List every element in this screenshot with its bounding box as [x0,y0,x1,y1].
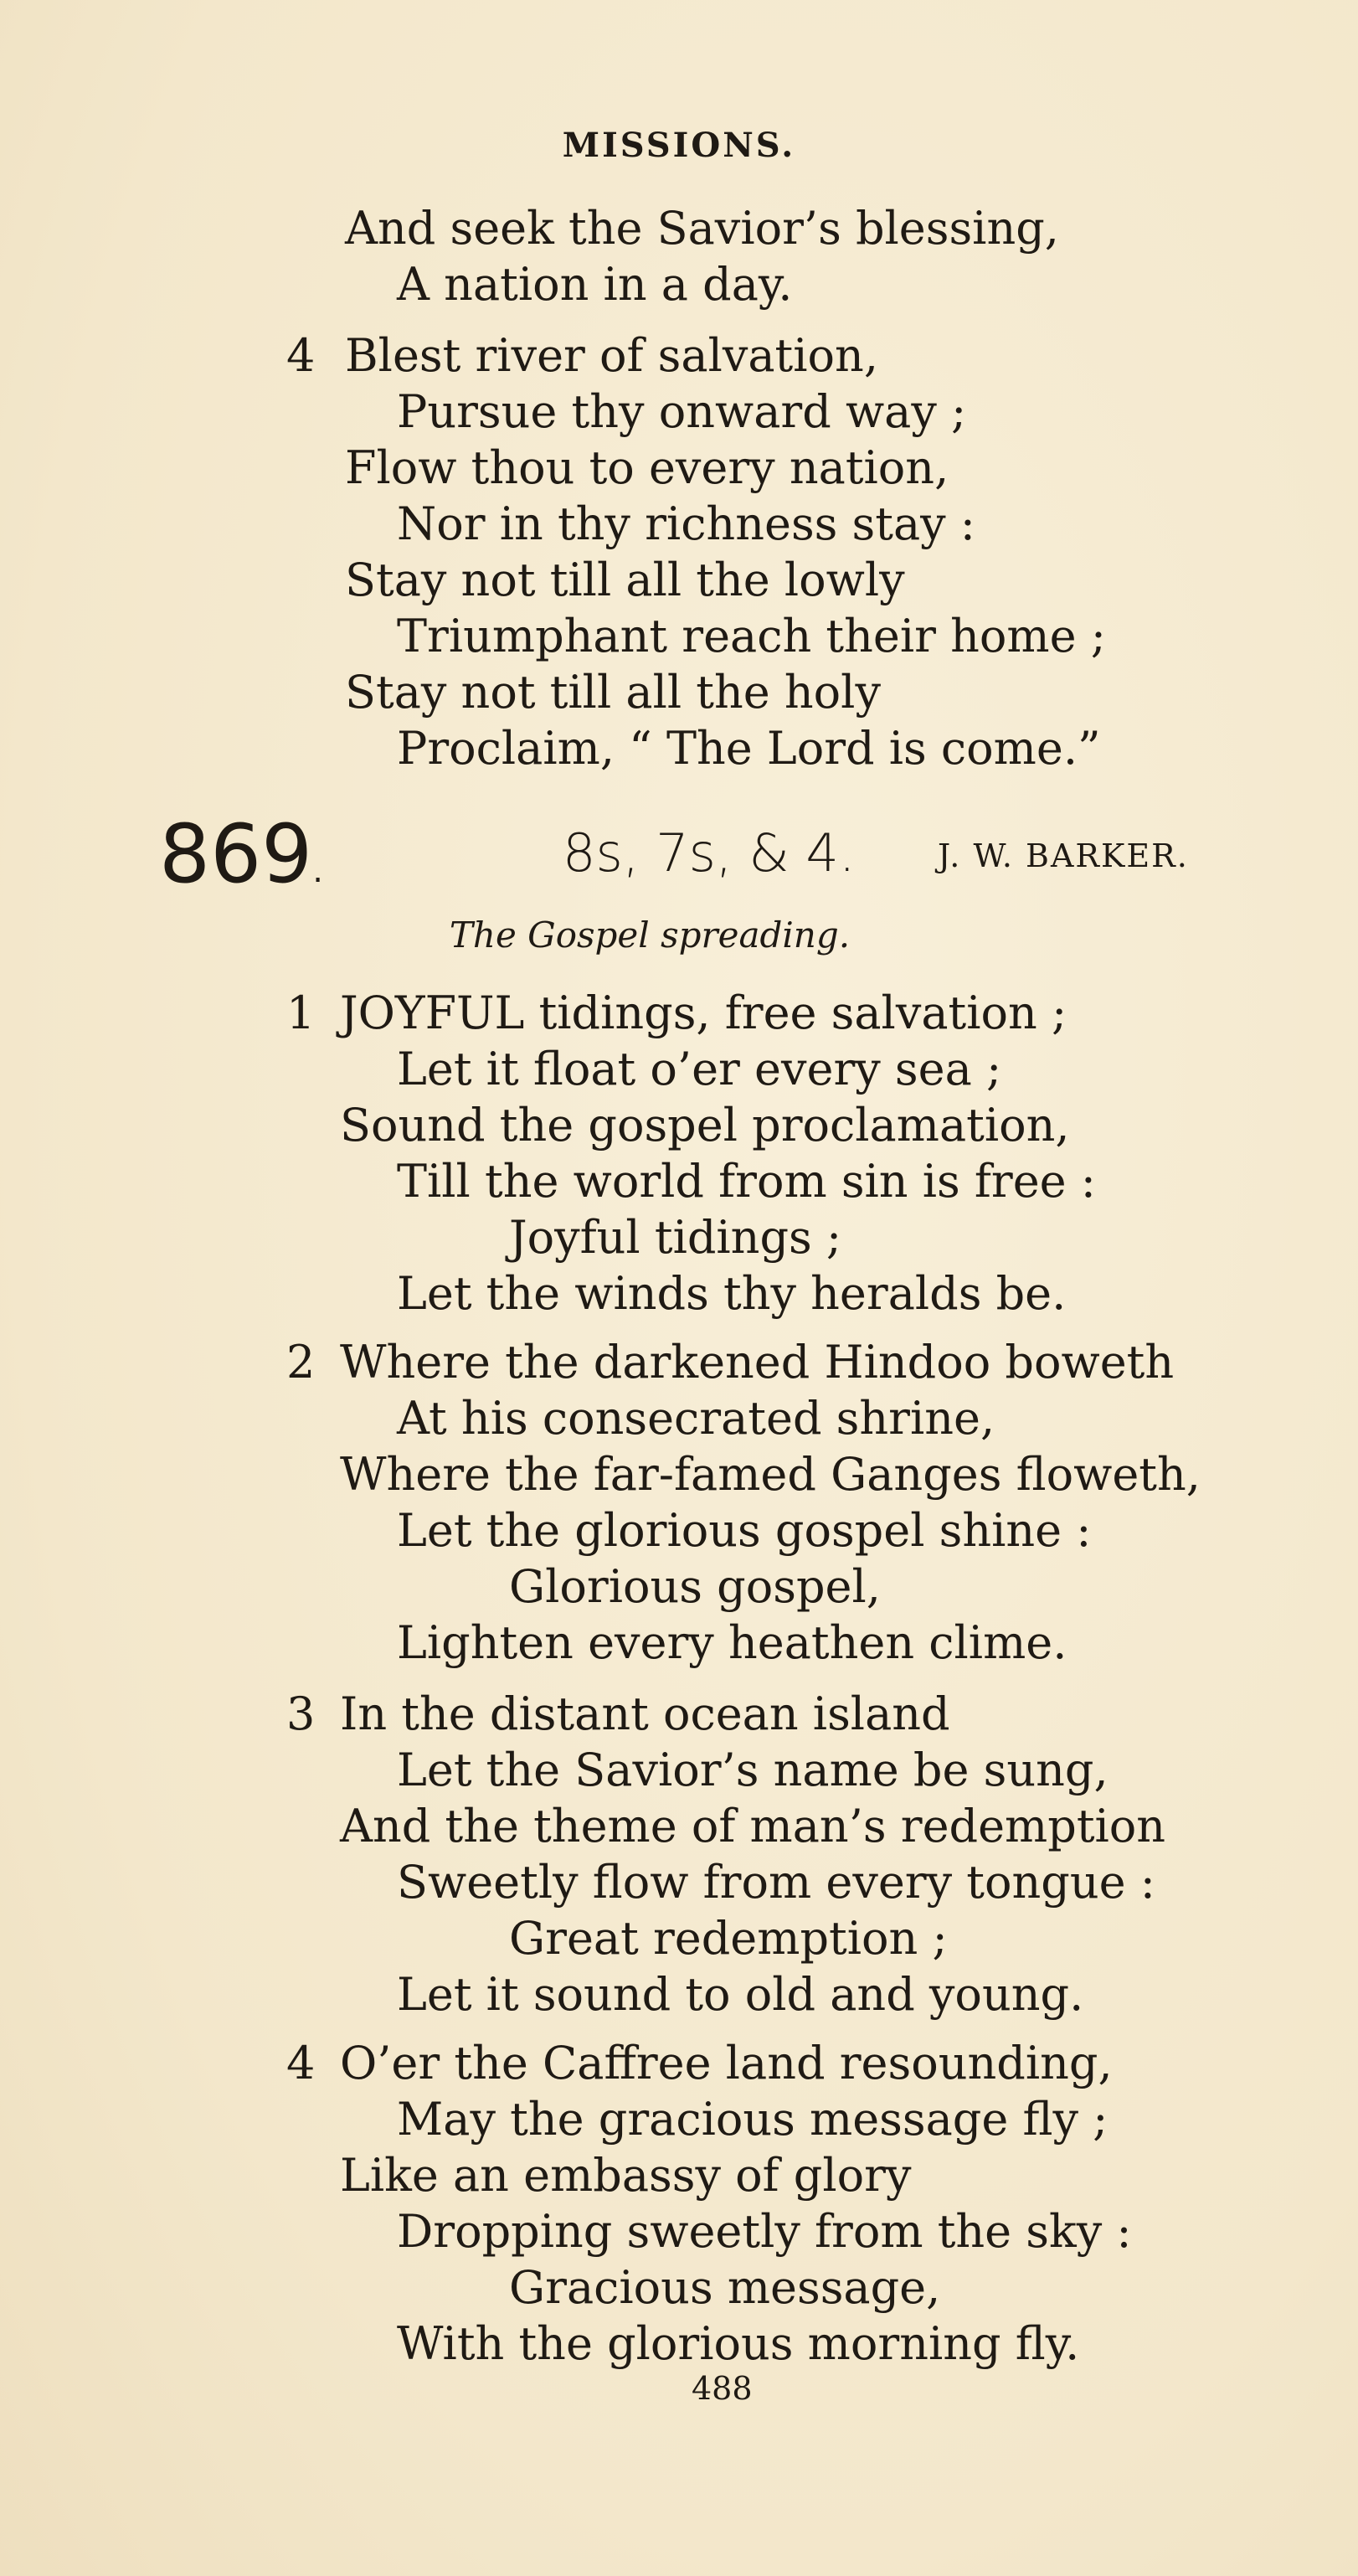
verse-line: Glorious gospel, [509,1560,881,1613]
verse-line: And seek the Savior’s blessing, [345,202,1059,255]
verse-line: Let it sound to old and young. [397,1968,1084,2021]
verse-number: 4 [286,2037,316,2089]
verse-line: O’er the Caffree land resounding, [340,2037,1113,2089]
page-number: 488 [692,2370,753,2407]
page-header: MISSIONS. [562,126,796,165]
verse-line: And the theme of man’s redemption [340,1800,1166,1852]
verse-line: Proclaim, “ The Lord is come.” [397,722,1101,775]
verse-number: 2 [286,1336,316,1388]
verse-line: Great redemption ; [509,1912,948,1965]
verse-number: 3 [286,1687,316,1740]
verse-line: Sweetly flow from every tongue : [397,1856,1155,1909]
verse-line: Lighten every heathen clime. [397,1616,1067,1669]
verse-line: Blest river of salvation, [345,329,878,382]
verse-line: JOYFUL tidings, free salvation ; [340,987,1067,1039]
verse-line: A nation in a day. [397,258,793,311]
verse-line: Where the far-famed Ganges floweth, [340,1448,1201,1501]
verse-line: Nor in thy richness stay : [397,497,976,550]
verse-line: In the distant ocean island [340,1687,950,1740]
verse-line: Let the Savior’s name be sung, [397,1744,1109,1796]
verse-line: Till the world from sin is free : [397,1155,1096,1208]
verse-line: Stay not till all the holy [345,666,881,719]
verse-line: Dropping sweetly from the sky : [397,2205,1132,2258]
verse-number: 4 [286,329,316,382]
hymn-author: J. W. BARKER. [938,837,1189,874]
verse-line: Stay not till all the lowly [345,554,905,606]
verse-line: Triumphant reach their home ; [397,610,1106,662]
verse-line: Let the glorious gospel shine : [397,1504,1092,1557]
verse-line: Flow thou to every nation, [345,441,949,494]
verse-line: At his consecrated shrine, [397,1392,995,1445]
hymn-number: 869. [159,807,323,901]
verse-line: With the glorious morning fly. [397,2317,1080,2370]
verse-line: Let it float o’er every sea ; [397,1043,1002,1095]
verse-number: 1 [286,987,316,1039]
verse-line: Gracious message, [509,2261,941,2314]
hymn-subtitle: The Gospel spreading. [449,914,851,956]
verse-line: Pursue thy onward way ; [397,385,967,438]
verse-line: May the gracious message fly ; [397,2093,1109,2146]
verse-line: Sound the gospel proclamation, [340,1099,1070,1151]
verse-line: Where the darkened Hindoo boweth [340,1336,1175,1388]
verse-line: Let the winds thy heralds be. [397,1267,1067,1320]
verse-line: Like an embassy of glory [340,2149,912,2202]
verse-line: Joyful tidings ; [509,1211,842,1264]
hymn-meter: 8s, 7s, & 4. [563,822,856,884]
